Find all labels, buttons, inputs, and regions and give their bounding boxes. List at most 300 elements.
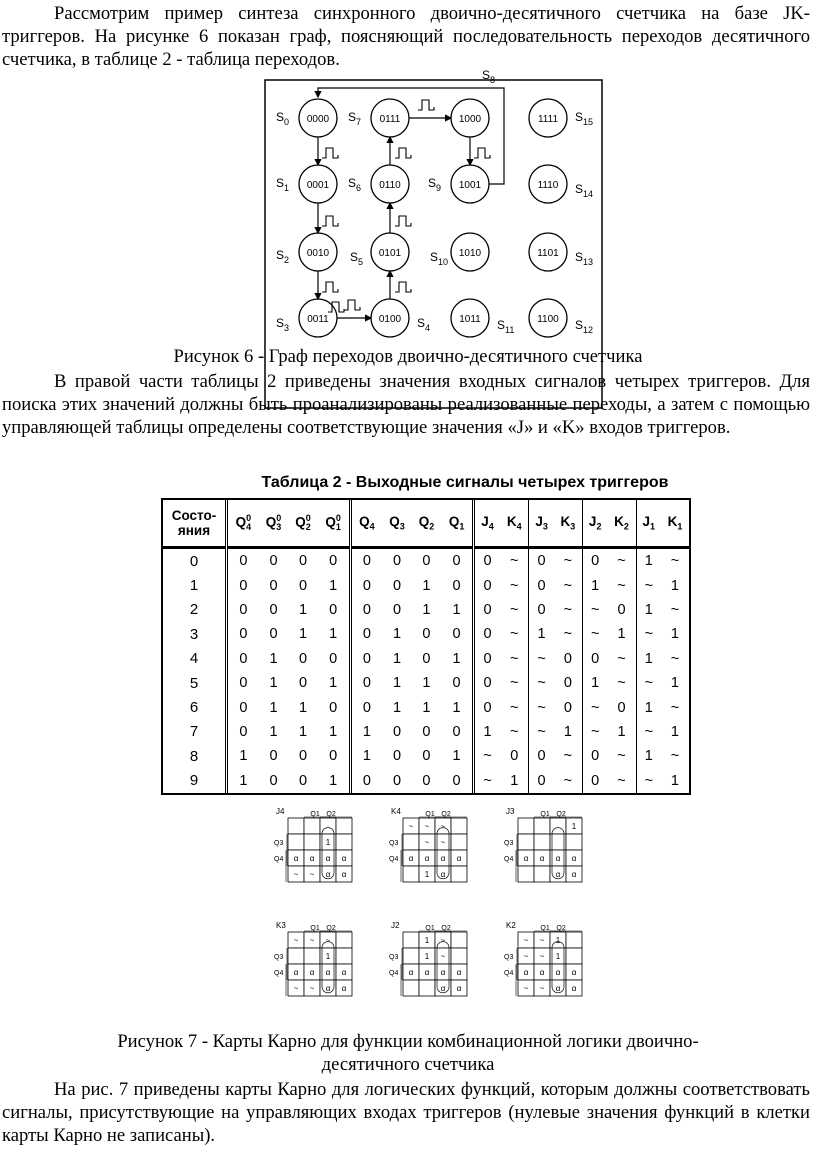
table-cell: 1 <box>329 723 338 740</box>
table-cell: 1 <box>636 695 661 719</box>
kmap-cell: α <box>341 854 347 863</box>
kmap-cell: α <box>440 968 446 977</box>
kmap-cell: α <box>341 984 347 993</box>
table-row <box>163 720 689 744</box>
para2-line-2: триггеров. Для поиска этих значений должны быть проанализированы реализованные <box>2 371 811 415</box>
table-cell: 1 <box>452 601 461 618</box>
svg-text:Q3: Q3 <box>504 954 514 962</box>
kmap-cell: ~ <box>539 952 545 961</box>
state-code-8: 1000 <box>458 114 482 125</box>
table-cell: 0 <box>422 772 431 789</box>
kmap-cell: α <box>440 984 446 993</box>
table-cell: ~ <box>670 650 680 667</box>
kmap-cell: α <box>571 854 577 863</box>
table-cell: ~ <box>670 699 680 716</box>
state-label-3: $S_3$ <box>276 316 290 333</box>
table-cell: ~ <box>529 695 554 719</box>
table-cell: ~ <box>529 720 554 744</box>
paragraph-2 <box>2 370 810 439</box>
kmap-cell: α <box>555 968 561 977</box>
table-row <box>163 695 689 719</box>
table-cell: ~ <box>617 553 626 570</box>
kmap-title: K4 <box>391 807 401 816</box>
header-q4: $Q_4$ <box>350 500 382 548</box>
table-cell: 1 <box>298 699 308 716</box>
table-cell: 1 <box>227 769 259 793</box>
header-q2: $Q_2$ <box>412 500 441 548</box>
table-cell: 1 <box>422 577 431 594</box>
table-cell: 1 <box>298 723 308 740</box>
table-cell: 0 <box>422 748 431 765</box>
kmap-k3 <box>274 921 352 996</box>
state-number: 8 <box>189 747 199 765</box>
kmap-cell: 1 <box>424 870 430 879</box>
kmap-cell: α <box>539 968 545 977</box>
kmap-cell: α <box>571 968 577 977</box>
table-cell: 1 <box>269 723 278 740</box>
figure7-caption-line-2: десятичного счетчика <box>321 1054 495 1075</box>
table-cell: 1 <box>269 699 278 716</box>
table-cell: 0 <box>350 598 382 622</box>
kmap-cell: ~ <box>309 936 315 945</box>
table-cell: 0 <box>452 675 461 692</box>
state-label-0: $S_0$ <box>276 110 290 127</box>
table-cell: 0 <box>473 622 500 646</box>
kmap-title: K2 <box>506 921 516 930</box>
table-cell: ~ <box>563 748 573 765</box>
table-cell: 0 <box>269 577 278 594</box>
table-cell: 1 <box>422 675 431 692</box>
table-row <box>163 598 689 622</box>
svg-text:Q2: Q2 <box>326 925 336 932</box>
state-code-3: 0011 <box>307 314 329 325</box>
svg-text:Q1: Q1 <box>425 811 435 818</box>
svg-text:Q3: Q3 <box>274 840 284 848</box>
table-cell: 1 <box>670 577 679 594</box>
state-label-6: $S_6$ <box>348 176 362 193</box>
table-cell: 0 <box>350 695 382 719</box>
table-cell: 0 <box>350 573 382 597</box>
header-q30: $Q_3^0$ <box>259 500 288 548</box>
table-cell: ~ <box>510 577 519 594</box>
state-label-11: $S_{11}$ <box>497 318 515 335</box>
state-code-15: 1111 <box>537 114 559 125</box>
state-label-15: $S_{15}$ <box>575 110 594 127</box>
kmap-cell: ~ <box>408 822 414 831</box>
kmap-cell: 1 <box>424 952 430 961</box>
table-cell: 0 <box>269 772 278 789</box>
kmap-cell: ~ <box>440 936 446 945</box>
svg-text:Q4: Q4 <box>389 856 399 864</box>
svg-text:Q2: Q2 <box>441 925 451 932</box>
table-cell: 0 <box>473 671 500 695</box>
table-cell: 0 <box>269 553 278 570</box>
table-cell: 1 <box>269 675 278 692</box>
table-cell: 0 <box>392 577 402 594</box>
table-cell: 1 <box>329 626 338 643</box>
kmap-cell: α <box>325 984 331 993</box>
table-cell: 0 <box>452 723 461 740</box>
header-q1: $Q_1$ <box>441 500 473 548</box>
table-cell: ~ <box>510 650 519 667</box>
kmap-cell: α <box>539 854 545 863</box>
table-cell: 1 <box>670 723 679 740</box>
kmap-cell: 1 <box>555 952 561 961</box>
table-cell: 1 <box>298 626 308 643</box>
kmap-cell: α <box>408 854 414 863</box>
intro-paragraph <box>2 2 810 71</box>
header-q3: $Q_3$ <box>382 500 411 548</box>
karnaugh-maps <box>270 802 600 1027</box>
table-cell: 1 <box>670 772 679 789</box>
state-code-1: 0001 <box>306 180 330 191</box>
state-label-4: $S_4$ <box>417 316 431 333</box>
table-cell: 0 <box>510 748 519 765</box>
kmap-cell: α <box>456 854 462 863</box>
kmap-title: J3 <box>506 807 515 816</box>
svg-text:Q1: Q1 <box>310 925 320 932</box>
table-cell: ~ <box>563 601 573 618</box>
table-cell: ~ <box>510 723 519 740</box>
kmap-cell: α <box>456 968 462 977</box>
header-j1: $J_1$ <box>636 500 661 548</box>
svg-text:Q4: Q4 <box>389 970 399 978</box>
table-cell: 1 <box>227 744 259 768</box>
table-cell: 0 <box>422 626 431 643</box>
table-cell: ~ <box>636 573 661 597</box>
svg-text:Q1: Q1 <box>310 811 320 818</box>
kmap-cell: 1 <box>325 952 331 961</box>
kmap-cell: α <box>424 854 430 863</box>
header-j4: $J_4$ <box>473 500 500 548</box>
table-cell: 1 <box>298 601 308 618</box>
kmap-cell: α <box>325 968 331 977</box>
kmap-cell: ~ <box>293 984 299 993</box>
table-row <box>163 573 689 597</box>
table-cell: ~ <box>670 601 680 618</box>
header-k1: $K_1$ <box>661 500 689 548</box>
kmap-cell: α <box>341 968 347 977</box>
intro-line-3: десятичного счетчика, в таблице 2 - таблица переходов. <box>2 26 810 70</box>
state-number: 6 <box>189 699 199 717</box>
table-cell: 0 <box>583 647 608 671</box>
table-row <box>163 769 689 793</box>
kmap-title: J2 <box>391 921 400 930</box>
header-q40: $Q_4^0$ <box>227 500 259 548</box>
table-cell: ~ <box>670 553 680 570</box>
state-number: 0 <box>189 552 199 570</box>
kmap-cell: ~ <box>523 984 529 993</box>
intro-line-2: триггеров. На рисунке 6 показан граф, поясняющий последовательность переходов <box>2 26 703 47</box>
table-cell: 0 <box>392 723 402 740</box>
table-cell: 0 <box>617 699 626 716</box>
kmap-cell: ~ <box>325 936 331 945</box>
kmap-cell: α <box>325 854 331 863</box>
state-code-12: 1100 <box>537 314 559 325</box>
state-code-13: 1101 <box>537 248 559 259</box>
state-number: 7 <box>189 723 199 741</box>
svg-text:Q1: Q1 <box>425 925 435 932</box>
header-state-text: Состо-яния <box>171 508 217 538</box>
table-cell: 1 <box>636 548 661 574</box>
kmap-cell: α <box>571 870 577 879</box>
table-cell: 1 <box>617 626 626 643</box>
table-cell: 0 <box>392 601 402 618</box>
state-code-10: 1010 <box>458 248 482 259</box>
table-cell: 0 <box>227 671 259 695</box>
state-code-2: 0010 <box>306 248 330 259</box>
table-cell: 0 <box>298 650 308 667</box>
svg-text:Q4: Q4 <box>274 970 284 978</box>
table-cell: 1 <box>670 675 679 692</box>
kmap-cell: α <box>555 984 561 993</box>
table-cell: 0 <box>329 601 338 618</box>
table-cell: 0 <box>452 553 461 570</box>
state-code-9: 1001 <box>458 180 482 191</box>
table-cell: 0 <box>529 769 554 793</box>
table-cell: ~ <box>563 577 573 594</box>
state-number: 2 <box>189 601 199 619</box>
kmap-cell: α <box>309 968 315 977</box>
table-cell: ~ <box>583 622 608 646</box>
para2-line-3: переходы, а затем с помощью управляющей таблицы определены соответствующие <box>2 394 811 438</box>
kmap-cell: α <box>571 984 577 993</box>
table-cell: 0 <box>350 671 382 695</box>
table-cell: 1 <box>452 650 461 667</box>
state-label-14: $S_{14}$ <box>575 182 594 199</box>
kmap-cell: α <box>555 870 561 879</box>
svg-text:Q4: Q4 <box>504 970 514 978</box>
table-cell: 0 <box>422 553 431 570</box>
table-cell: ~ <box>510 626 519 643</box>
table-cell: 0 <box>298 675 308 692</box>
state-label-12: $S_{12}$ <box>575 318 594 335</box>
kmap-title: J4 <box>276 807 285 816</box>
state-label-9: $S_9$ <box>428 176 442 193</box>
table-row <box>163 622 689 646</box>
state-number: 5 <box>189 674 199 692</box>
table-cell: 0 <box>392 553 402 570</box>
svg-text:Q4: Q4 <box>274 856 284 864</box>
table-cell: 1 <box>529 622 554 646</box>
table-cell: ~ <box>617 772 626 789</box>
table-cell: 0 <box>452 772 461 789</box>
table-cell: 0 <box>529 548 554 574</box>
table-cell: 0 <box>422 723 431 740</box>
table-cell: 0 <box>473 573 500 597</box>
table-cell: ~ <box>529 647 554 671</box>
header-k4: $K_4$ <box>500 500 529 548</box>
table-cell: 0 <box>227 720 259 744</box>
kmap-cell: α <box>408 968 414 977</box>
kmap-cell: α <box>523 968 529 977</box>
transition-table <box>163 500 689 793</box>
state-code-4: 0100 <box>378 314 402 325</box>
table-cell: 0 <box>350 647 382 671</box>
state-code-14: 1110 <box>537 180 559 191</box>
state-code-7: 0111 <box>379 114 401 125</box>
table-cell: 1 <box>422 601 431 618</box>
kmap-cell: α <box>523 854 529 863</box>
kmap-cell: ~ <box>424 822 430 831</box>
paragraph-3 <box>2 1078 810 1147</box>
table-row <box>163 647 689 671</box>
table-cell: ~ <box>670 748 680 765</box>
state-number: 1 <box>189 577 199 595</box>
table-cell: 1 <box>392 675 402 692</box>
table-cell: 0 <box>298 748 308 765</box>
kmap-cell: α <box>440 854 446 863</box>
table-cell: 1 <box>392 626 402 643</box>
table-cell: 0 <box>617 601 626 618</box>
svg-text:Q1: Q1 <box>540 925 550 932</box>
table-cell: 0 <box>227 573 259 597</box>
table-cell: ~ <box>617 577 626 594</box>
table-cell: ~ <box>563 553 573 570</box>
kmap-cell: ~ <box>293 870 299 879</box>
figure7-caption <box>0 1030 816 1076</box>
table-cell: ~ <box>563 772 573 789</box>
header-k3: $K_3$ <box>554 500 583 548</box>
table-cell: 0 <box>227 622 259 646</box>
table-cell: ~ <box>617 748 626 765</box>
state-code-0: 0000 <box>306 114 330 125</box>
kmap-cell: α <box>424 968 430 977</box>
header-j3: $J_3$ <box>529 500 554 548</box>
table-cell: 1 <box>350 744 382 768</box>
header-q10: $Q_1^0$ <box>318 500 350 548</box>
table-cell: 1 <box>269 650 278 667</box>
table-cell: ~ <box>563 626 573 643</box>
table-cell: 0 <box>227 548 259 574</box>
state-code-6: 0110 <box>379 180 401 191</box>
table-cell: 0 <box>350 548 382 574</box>
kmap-cell: α <box>325 870 331 879</box>
table-cell: 1 <box>473 720 500 744</box>
table-cell: ~ <box>617 650 626 667</box>
table-cell: 1 <box>392 699 402 716</box>
header-j2: $J_2$ <box>583 500 608 548</box>
figure7-caption-line-1: Рисунок 7 - Карты Карно для функции комбинационной логики двоично- <box>117 1031 699 1052</box>
table-cell: 0 <box>329 553 338 570</box>
kmap-cell: ~ <box>293 936 299 945</box>
table-cell: 0 <box>269 601 278 618</box>
kmap-k2 <box>504 921 582 996</box>
para3-line-2: соответствовать сигналы, присутствующие на управляющих входах триггеров (нулевые <box>2 1079 810 1123</box>
svg-text:Q2: Q2 <box>326 811 336 818</box>
table-cell: 0 <box>350 769 382 793</box>
table-cell: 1 <box>617 723 626 740</box>
kmap-cell: ~ <box>309 984 315 993</box>
table-cell: 0 <box>392 772 402 789</box>
state-label-1: $S_1$ <box>276 176 290 193</box>
para3-line-3: значения функций в клетки карты Карно не записаны). <box>2 1102 810 1146</box>
kmap-cell: 1 <box>424 936 430 945</box>
table-cell: 0 <box>298 553 308 570</box>
kmap-cell: ~ <box>309 870 315 879</box>
table-cell: 0 <box>329 699 338 716</box>
svg-text:Q2: Q2 <box>556 811 566 818</box>
kmap-cell: ~ <box>539 984 545 993</box>
table-cell: 0 <box>583 769 608 793</box>
table-cell: 1 <box>350 720 382 744</box>
kmap-cell: ~ <box>523 936 529 945</box>
table-cell: 0 <box>298 772 308 789</box>
table-cell: 0 <box>227 647 259 671</box>
kmap-cell: α <box>293 968 299 977</box>
table-cell: 1 <box>563 723 572 740</box>
state-code-5: 0101 <box>378 248 402 259</box>
state-number: 9 <box>189 772 199 790</box>
table-cell: 0 <box>529 573 554 597</box>
svg-text:Q3: Q3 <box>504 840 514 848</box>
kmap-cell: ~ <box>523 952 529 961</box>
kmap-cell: α <box>309 854 315 863</box>
kmap-cell: 1 <box>571 822 577 831</box>
svg-text:Q1: Q1 <box>540 811 550 818</box>
table-cell: 1 <box>329 577 338 594</box>
table-cell: 0 <box>529 598 554 622</box>
state-label-5: $S_5$ <box>350 250 364 267</box>
table-cell: ~ <box>636 720 661 744</box>
table-cell: 0 <box>422 650 431 667</box>
table-cell: ~ <box>583 720 608 744</box>
kmap-title: K3 <box>276 921 286 930</box>
table-cell: ~ <box>510 601 519 618</box>
table-cell: ~ <box>583 598 608 622</box>
table2-title: Таблица 2 - Выходные сигналы четырех триггеров <box>261 474 669 491</box>
state-label-7: $S_7$ <box>348 110 362 127</box>
table-cell: 0 <box>227 598 259 622</box>
table-cell: 0 <box>473 548 500 574</box>
header-state <box>163 500 227 548</box>
intro-line-1: Рассмотрим пример синтеза синхронного двоично-десятичного счетчика на базе JK- <box>54 3 810 24</box>
state-label-2: $S_2$ <box>276 248 290 265</box>
table-cell: 0 <box>583 744 608 768</box>
table-cell: 0 <box>583 548 608 574</box>
kmap-j2 <box>389 921 467 996</box>
table-cell: 0 <box>269 748 278 765</box>
table-cell: 1 <box>452 699 461 716</box>
state-code-11: 1011 <box>459 314 481 325</box>
kmap-j3 <box>504 807 582 882</box>
state-number: 4 <box>189 650 199 668</box>
table-cell: ~ <box>510 553 519 570</box>
kmap-cell: 1 <box>555 936 561 945</box>
table-cell: ~ <box>510 699 519 716</box>
table-cell: ~ <box>636 622 661 646</box>
state-label-13: $S_{13}$ <box>575 250 594 267</box>
para2-line-4: значения «J» и «K» входов триггеров. <box>431 417 731 438</box>
state-label-8: $S_8$ <box>482 70 496 85</box>
table-cell: ~ <box>529 671 554 695</box>
table-cell: 1 <box>329 772 338 789</box>
table-cell: ~ <box>583 695 608 719</box>
kmap-cell: ~ <box>424 838 430 847</box>
table-cell: ~ <box>617 675 626 692</box>
table-cell: 0 <box>473 598 500 622</box>
table-cell: 0 <box>329 748 338 765</box>
table-cell: 0 <box>473 647 500 671</box>
table-cell: ~ <box>510 675 519 692</box>
table-row <box>163 548 689 574</box>
table-cell: 1 <box>510 772 519 789</box>
table-cell: 1 <box>636 598 661 622</box>
header-q20: $Q_2^0$ <box>288 500 317 548</box>
table-cell: ~ <box>636 671 661 695</box>
svg-text:Q2: Q2 <box>556 925 566 932</box>
table-cell: 0 <box>473 695 500 719</box>
